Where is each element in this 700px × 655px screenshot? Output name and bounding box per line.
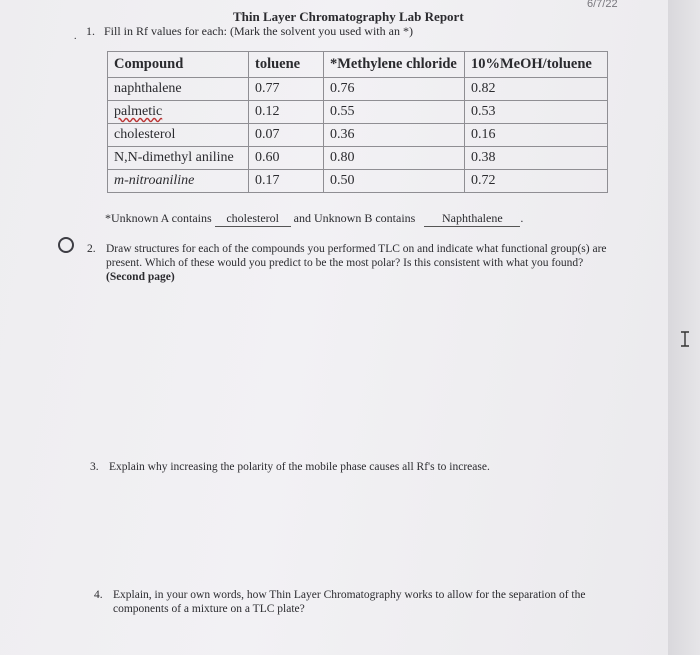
cell-value: 0.76 xyxy=(324,78,465,101)
question-2-bold-note: (Second page) xyxy=(106,271,175,283)
page-title: Thin Layer Chromatography Lab Report xyxy=(233,9,464,24)
page-edge xyxy=(668,0,700,655)
handwritten-date: 6/7/22 xyxy=(587,0,618,10)
unknown-a-answer: cholesterol xyxy=(215,211,291,227)
table-row xyxy=(108,147,608,170)
table-header-row xyxy=(108,52,608,78)
cell-value: 0.82 xyxy=(465,78,608,101)
question-2-body xyxy=(106,242,617,284)
header-compound: Compound xyxy=(108,52,249,78)
unknowns-prefix: *Unknown A contains xyxy=(105,211,212,225)
table-row xyxy=(108,78,608,101)
cell-value: 0.53 xyxy=(465,101,608,124)
rf-values-table xyxy=(107,51,608,193)
question-3-text: Explain why increasing the polarity of the mobile phase causes all Rf's to increase. xyxy=(109,461,490,473)
text-cursor-icon xyxy=(679,331,691,347)
cell-value: 0.72 xyxy=(465,170,608,193)
question-4-text: Explain, in your own words, how Thin Layer Chromatography works to allow for the separation of the components of a mixture on a TLC plate? xyxy=(113,589,586,615)
unknown-b-answer: Naphthalene xyxy=(424,211,520,227)
header-toluene: toluene xyxy=(249,52,324,78)
unknowns-middle: and Unknown B contains xyxy=(293,211,416,225)
cell-compound: cholesterol xyxy=(108,124,249,147)
dot-mark: . xyxy=(74,31,77,42)
header-methylene-chloride: *Methylene chloride xyxy=(324,52,465,78)
unknowns-line xyxy=(105,211,523,227)
cell-compound: m-nitroaniline xyxy=(108,170,249,193)
cell-compound: naphthalene xyxy=(108,78,249,101)
question-2-text: Draw structures for each of the compounds you performed TLC on and indicate what functional group(s) are present. Which of these would you predict to be the most polar? Is this consistent with what you found? xyxy=(106,243,607,269)
question-4-number: 4. xyxy=(94,589,103,601)
cell-value: 0.16 xyxy=(465,124,608,147)
cell-value: 0.60 xyxy=(249,147,324,170)
cell-value: 0.55 xyxy=(324,101,465,124)
cell-value: 0.17 xyxy=(249,170,324,193)
cell-compound: palmetic xyxy=(108,101,249,124)
cell-value: 0.80 xyxy=(324,147,465,170)
table-row xyxy=(108,101,608,124)
question-1-number: 1. xyxy=(86,24,95,38)
cell-value: 0.36 xyxy=(324,124,465,147)
cell-compound: N,N-dimethyl aniline xyxy=(108,147,249,170)
cell-value: 0.38 xyxy=(465,147,608,170)
cell-value: 0.07 xyxy=(249,124,324,147)
cell-value: 0.12 xyxy=(249,101,324,124)
question-2-number: 2. xyxy=(87,243,96,255)
table-row xyxy=(108,124,608,147)
radio-circle-icon[interactable] xyxy=(58,237,74,253)
cell-value: 0.77 xyxy=(249,78,324,101)
table-row xyxy=(108,170,608,193)
unknowns-suffix: . xyxy=(520,211,524,225)
question-3-number: 3. xyxy=(90,461,99,473)
question-1-text: Fill in Rf values for each: (Mark the solvent you used with an *) xyxy=(104,24,413,38)
cell-value: 0.50 xyxy=(324,170,465,193)
header-meoh-toluene: 10%MeOH/toluene xyxy=(465,52,608,78)
